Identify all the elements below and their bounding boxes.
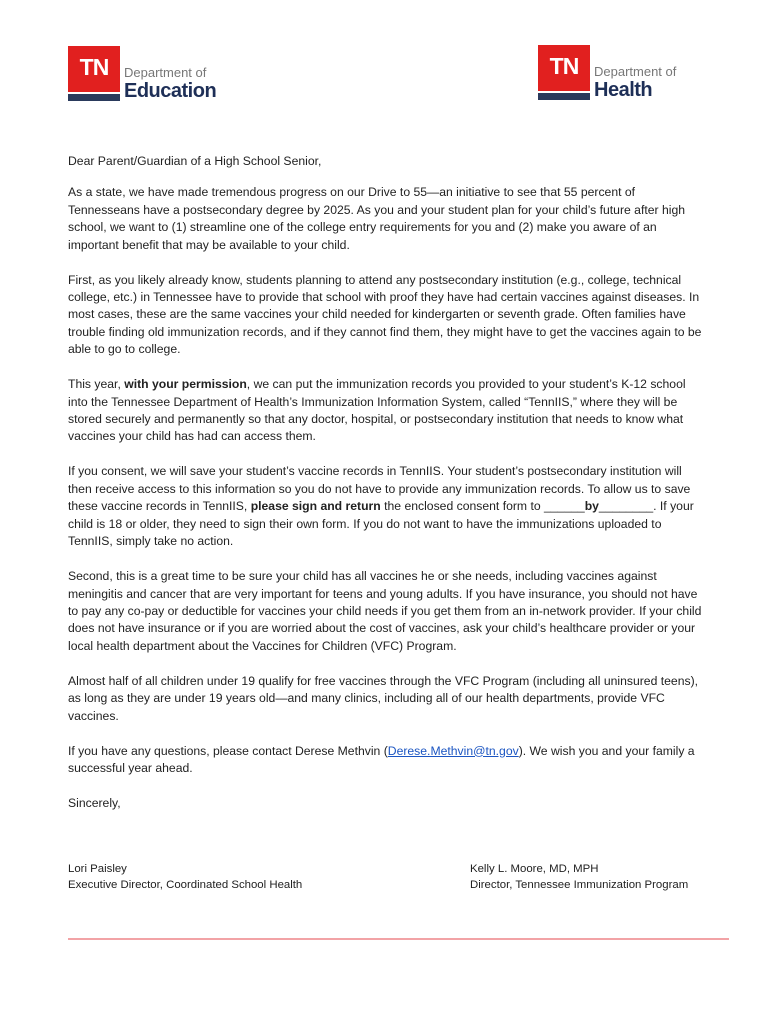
letter-body bbox=[68, 153, 704, 830]
tn-badge-icon: TN bbox=[538, 45, 590, 100]
contact-email-link[interactable]: Derese.Methvin@tn.gov bbox=[387, 743, 519, 758]
signer-title: Executive Director, Coordinated School Health bbox=[68, 879, 303, 891]
paragraph-permission: This year, with your permission, we can put the immunization records you provided to your student’s K-12 school into the Tennessee Department of Health’s Immunization Information System, called “TennIIS,” where they will be stored securely and permanently so that any doctor, hospital, or postsecondary institution that needs to know what vaccines your child has had can access them. bbox=[68, 377, 686, 444]
signer-title: Director, Tennessee Immunization Program bbox=[470, 879, 689, 891]
closing: Sincerely, bbox=[68, 795, 121, 810]
paragraph-drive-to-55: As a state, we have made tremendous progress on our Drive to 55—an initiative to see that 55 percent of Tennesseans have a postsecondary degree by 2025. As you and your student plan for your child’s future after high school, we want to (1) streamline one of the college entry requirements for you and (2) make you aware of an important benefit that may be available to your child. bbox=[68, 185, 685, 252]
paragraph-consent: If you consent, we will save your student’s vaccine records in TennIIS. Your student’s postsecondary institution will then receive access to this information so you do not have to provide any immunization records. To allow us to save these vaccine records in TennIIS, please sign and return the enclosed consent form to ______by________. If your child is 18 or older, they need to sign their own form. If you do not want to have the immunizations uploaded to TennIIS, simply take no action. bbox=[68, 464, 694, 549]
signer-name: Kelly L. Moore, MD, MPH bbox=[470, 863, 599, 875]
health-logo bbox=[538, 45, 676, 100]
signer-name: Lori Paisley bbox=[68, 863, 127, 875]
paragraph-vfc-program: Almost half of all children under 19 qualify for free vaccines through the VFC Program (including all uninsured teens), as long as they are under 19 years old—and many clinics, including all of our health departments, provide VFC vaccines. bbox=[68, 673, 699, 723]
paragraph-contact: If you have any questions, please contact Derese Methvin (Derese.Methvin@tn.gov). We wish you and your family a successful year ahead. bbox=[68, 743, 695, 775]
tn-badge-icon: TN bbox=[68, 46, 120, 101]
logo-dept-label: Department of bbox=[124, 65, 207, 80]
footer-divider bbox=[68, 938, 729, 940]
logo-dept-label: Department of bbox=[594, 64, 677, 79]
signature-right bbox=[470, 861, 688, 893]
paragraph-vaccine-requirements: First, as you likely already know, students planning to attend any postsecondary institution (e.g., college, technical college, etc.) in Tennessee have to provide that school with proof they have had certain vaccines against diseases. In most cases, these are the same vaccines your child needed for kindergarten or seventh grade. Often families have trouble finding old immunization records, and if they cannot find them, they might have to get the vaccines again to be able to go to college. bbox=[68, 272, 702, 357]
paragraph-vaccines-needed: Second, this is a great time to be sure your child has all vaccines he or she needs, including vaccines against meningitis and cancer that are very important for teens and young adults. If you have insurance, you should not have to pay any co-pay or deductible for vaccines your child needs if you get them from an in-network provider. If your child does not have insurance or if you are worried about the cost of vaccines, ask your child’s healthcare provider or your local health department about the Vaccines for Children (VFC) Program. bbox=[68, 569, 702, 653]
greeting: Dear Parent/Guardian of a High School Senior, bbox=[68, 154, 322, 168]
logo-name-label: Education bbox=[124, 80, 217, 102]
education-logo bbox=[68, 46, 216, 101]
logo-name-label: Health bbox=[594, 79, 653, 101]
signature-left bbox=[68, 861, 302, 893]
